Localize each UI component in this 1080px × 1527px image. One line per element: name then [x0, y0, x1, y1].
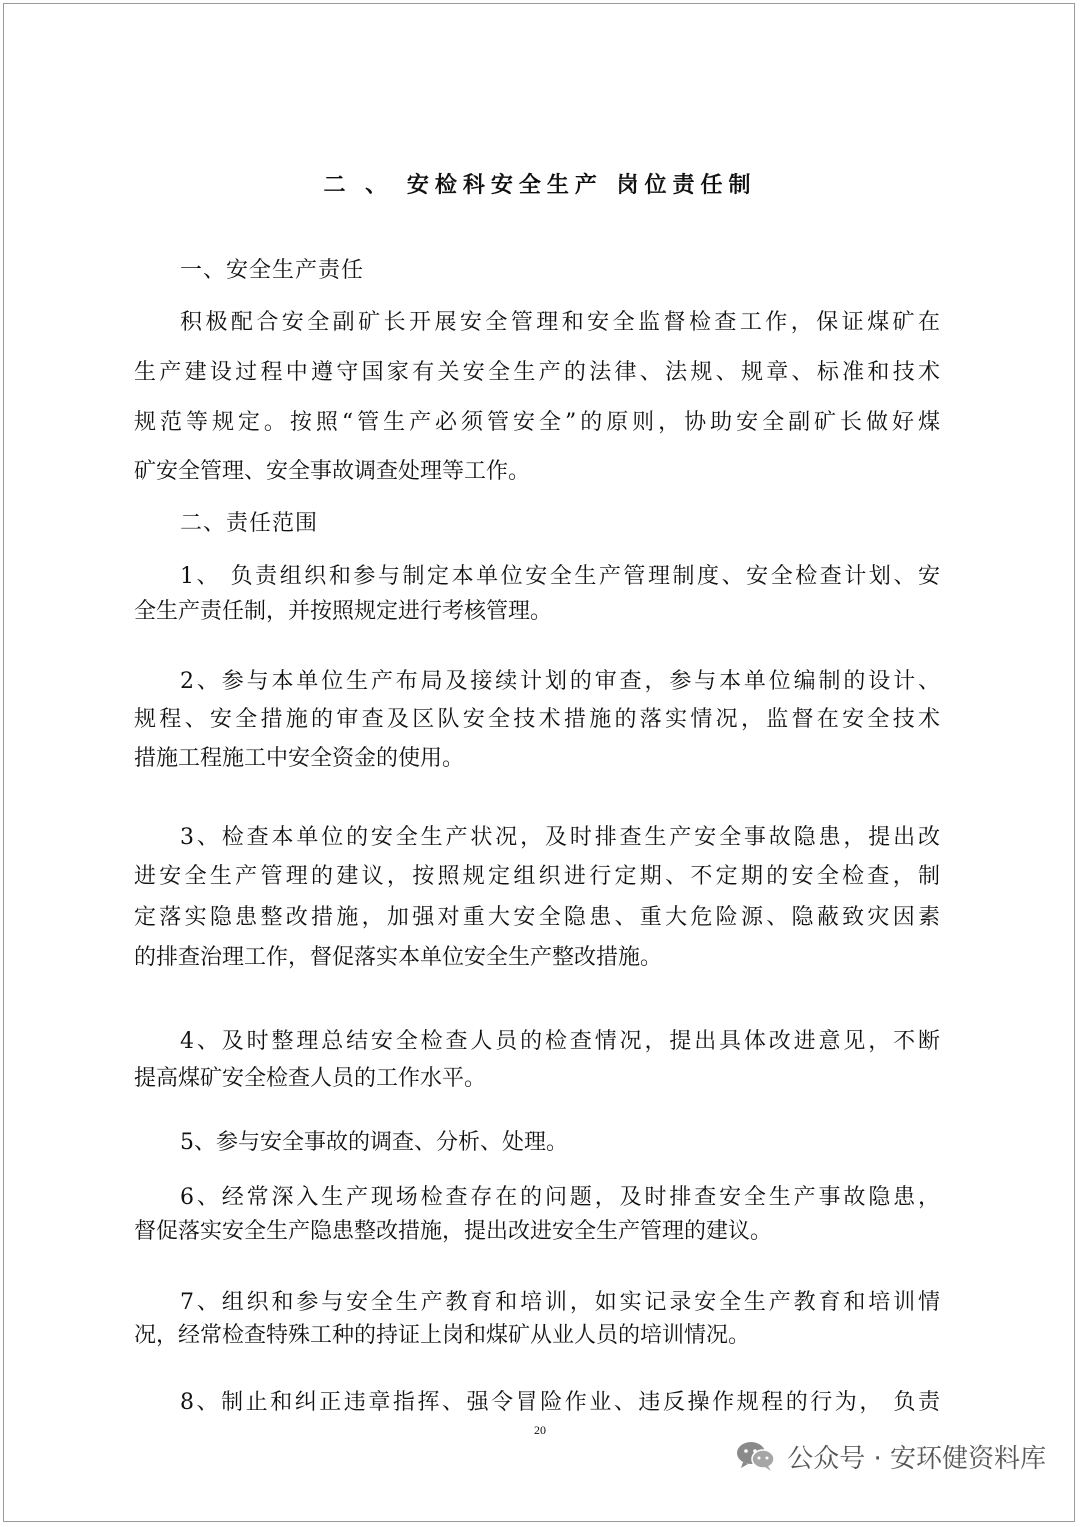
list-item-line: 7、组织和参与安全生产教育和培训，如实记录安全生产教育和培训情: [180, 1290, 940, 1315]
list-item-line: 提高煤矿安全检查人员的工作水平。: [134, 1066, 487, 1091]
list-item-line: 全生产责任制，并按照规定进行考核管理。: [134, 599, 553, 624]
list-item-line: 3、检查本单位的安全生产状况，及时排查生产安全事故隐患，提出改: [180, 825, 940, 850]
list-item-line: 况，经常检查特殊工种的持证上岗和煤矿从业人员的培训情况。: [134, 1323, 751, 1348]
wechat-icon: [735, 1439, 777, 1473]
page-number: 20: [534, 1423, 546, 1437]
list-item-line: 8、制止和纠正违章指挥、强令冒险作业、违反操作规程的行为， 负责: [180, 1390, 940, 1415]
list-item-line: 4、及时整理总结安全检查人员的检查情况，提出具体改进意见，不断: [180, 1029, 940, 1054]
list-item-line: 5、参与安全事故的调查、分析、处理。: [180, 1130, 568, 1155]
paragraph-line: 矿安全管理、安全事故调查处理等工作。: [134, 459, 531, 484]
list-item-line: 1、 负责组织和参与制定本单位安全生产管理制度、安全检查计划、安: [180, 564, 940, 589]
document-title: 二 、 安检科安全生产 岗位责任制: [323, 172, 757, 198]
paragraph-line: 规范等规定。按照“管生产必须管安全”的原则，协助安全副矿长做好煤: [134, 410, 940, 435]
watermark: [735, 1436, 1046, 1476]
list-item-line: 定落实隐患整改措施，加强对重大安全隐患、重大危险源、隐蔽致灾因素: [134, 905, 940, 930]
section-heading-scope: 二、责任范围: [180, 511, 319, 536]
list-item-line: 措施工程施工中安全资金的使用。: [134, 746, 465, 771]
list-item-line: 督促落实安全生产隐患整改措施，提出改进安全生产管理的建议。: [134, 1219, 773, 1244]
section-heading-responsibility: 一、安全生产责任: [180, 258, 365, 283]
list-item-line: 进安全生产管理的建议，按照规定组织进行定期、不定期的安全检查，制: [134, 864, 940, 889]
paragraph-line: 积极配合安全副矿长开展安全管理和安全监督检查工作，保证煤矿在: [180, 310, 940, 335]
list-item-line: 规程、安全措施的审查及区队安全技术措施的落实情况，监督在安全技术: [134, 707, 940, 732]
list-item-line: 的排查治理工作，督促落实本单位安全生产整改措施。: [134, 945, 663, 970]
list-item-line: 6、经常深入生产现场检查存在的问题，及时排查安全生产事故隐患，: [180, 1185, 940, 1210]
watermark-text: 公众号 · 安环健资料库: [787, 1443, 1046, 1474]
list-item-line: 2、参与本单位生产布局及接续计划的审查，参与本单位编制的设计、: [180, 669, 940, 694]
paragraph-line: 生产建设过程中遵守国家有关安全生产的法律、法规、规章、标准和技术: [134, 360, 940, 385]
